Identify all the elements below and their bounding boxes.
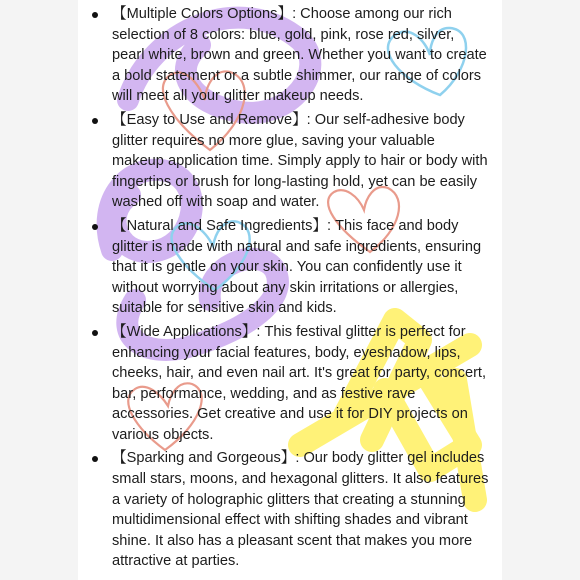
bullet-natural-safe bbox=[90, 216, 490, 319]
bullet-wide-applications bbox=[90, 322, 490, 446]
bullet-heading: 【Easy to Use and Remove】 bbox=[112, 111, 307, 128]
feature-bullet-list bbox=[90, 4, 490, 572]
bullet-body: : Our self-adhesive body glitter requires no more glue, saving your valuable makeup application time. Simply apply to hair or body with fingertips or brush for long-lasting hold, yet can be easily washed off with soap and water. bbox=[112, 111, 488, 211]
bullet-body: : Choose among our rich selection of 8 colors: blue, gold, pink, rose red, silver, pearl white, brown and green. Whether you want to create a bold statement or a subtle shimmer, our range of colors will meet all your glitter makeup needs. bbox=[112, 6, 487, 105]
bullet-body: : This festival glitter is perfect for enhancing your facial features, body, eyeshadow, lips, cheeks, hair, and even nail art. It's great for party, concert, bar, performance, wedding, and as festive rave accessories. Get creative and use it for DIY projects on various objects. bbox=[112, 323, 487, 443]
bullet-sparking-gorgeous bbox=[90, 448, 490, 572]
bullet-body: : Our body glitter gel includes small stars, moons, and hexagonal glitters. It also features a variety of holographic glitters that creating a stunning multidimensional effect with shifting shades and vibrant shine. It also has a pleasant scent that makes you more attractive at parties. bbox=[112, 450, 489, 570]
bullet-list-container bbox=[90, 4, 490, 575]
bullet-heading: 【Wide Applications】 bbox=[112, 323, 257, 340]
bullet-body: : This face and body glitter is made with natural and safe ingredients, ensuring that it is gentle on your skin. You can confidently use it without worrying about any skin irritations or allergies, suitable for sensitive skin and kids. bbox=[112, 217, 482, 317]
bullet-heading: 【Multiple Colors Options】 bbox=[112, 6, 293, 22]
bullet-heading: 【Sparking and Gorgeous】 bbox=[112, 450, 296, 467]
bullet-multiple-colors bbox=[90, 4, 490, 107]
bullet-easy-use bbox=[90, 110, 490, 213]
bullet-heading: 【Natural and Safe Ingredients】 bbox=[112, 217, 327, 234]
